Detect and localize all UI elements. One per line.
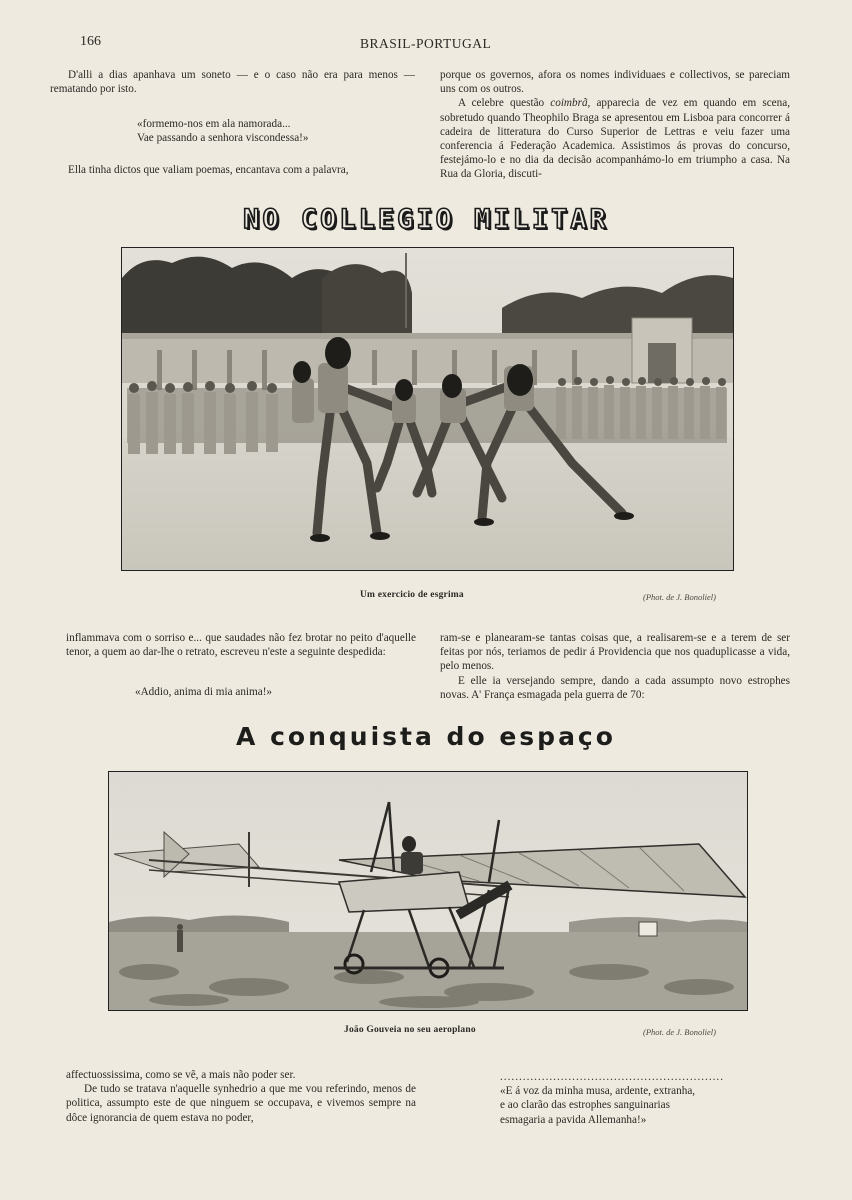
section-title-conquista: A conquista do espaço [236, 722, 616, 751]
fencing-caption: Um exercicio de esgrima [360, 590, 464, 600]
fencing-photo-credit: (Phot. de J. Bonoliel) [643, 592, 716, 602]
middle-right-column [440, 631, 790, 702]
quote-line: «formemo-nos em ala namorada... [137, 118, 291, 130]
paragraph: porque os governos, afora os nomes individuaes e collectivos, se pareciam uns com os outros. [440, 69, 790, 96]
quote-line: Vae passando a senhora viscondessa!» [137, 132, 309, 145]
aeroplane-illustration [109, 772, 747, 1010]
top-left-quote [137, 117, 407, 145]
paragraph: ram-se e planearam-se tantas coisas que, a realisarem-se e a terem de ser feitas por nós, teriamos de pedir á Providencia que nos quaduplicasse a vida, pelo menos. [440, 632, 790, 673]
fencing-photo [121, 247, 734, 571]
italic-word: coimbrã, [550, 97, 591, 110]
middle-left-column [66, 631, 416, 659]
running-title: BRASIL-PORTUGAL [360, 36, 492, 51]
quote-line: e ao clarão das estrophes sanguinarias [500, 1099, 670, 1112]
aeroplane-photo [108, 771, 748, 1011]
paragraph [440, 96, 790, 181]
page-number: 166 [80, 34, 101, 49]
section-title-collegio: NO COLLEGIO MILITAR [243, 204, 609, 235]
aeroplane-photo-credit: (Phot. de J. Bonoliel) [643, 1027, 716, 1037]
ellipsis-line: ........................................................... [500, 1071, 725, 1083]
quote-line: «E á voz da minha musa, ardente, extranha, [500, 1085, 696, 1098]
paragraph: inflammava com o sorriso e... que saudades não fez brotar no peito d'aquelle tenor, a quem ao dar-lhe o retrato, escreveu n'este a seguinte despedida: [66, 632, 416, 659]
paragraph: De tudo se tratava n'aquelle synhedrio a que me vou referindo, menos de politica, assumpto este de que ninguem se occupava, e vivemos sempre na dôce ignorancia de quem estava no poder, [66, 1083, 416, 1124]
fencing-illustration [122, 248, 733, 570]
text-run: A celebre questão [458, 97, 551, 110]
text-run: apparecia de vez em quando em scena, sobretudo quando Theophilo Braga se apresentou em Lisboa para concorrer á cadeira de litteratura do Curso Superior de Lettras e veiu fazer uma conferencia á Federação Academica. Assistimos ás provas do concurso, festejámo-lo e no dia da decisão acompanhámo-lo em triumpho a casa. Na Rua da Gloria, discuti- [440, 97, 790, 181]
paragraph: E elle ia versejando sempre, dando a cada assumpto novo estrophes novas. A' França esmagada pela guerra de 70: [440, 674, 790, 701]
top-right-column [440, 68, 790, 182]
quote-line: esmagaria a pavida Allemanha!» [500, 1113, 647, 1126]
top-left-column-end [50, 163, 415, 177]
bottom-right-quote [500, 1070, 750, 1127]
top-left-column [50, 68, 415, 96]
paragraph: D'alli a dias apanhava um soneto — e o caso não era para menos — rematando por isto. [50, 69, 415, 96]
middle-left-quote: «Addio, anima di mia anima!» [135, 686, 273, 698]
paragraph: Ella tinha dictos que valiam poemas, encantava com a palavra, [68, 164, 349, 176]
bottom-left-column [66, 1068, 416, 1125]
aeroplane-caption: João Gouveia no seu aeroplano [344, 1025, 476, 1035]
paragraph: affectuossissima, como se vê, a mais não poder ser. [66, 1069, 296, 1081]
